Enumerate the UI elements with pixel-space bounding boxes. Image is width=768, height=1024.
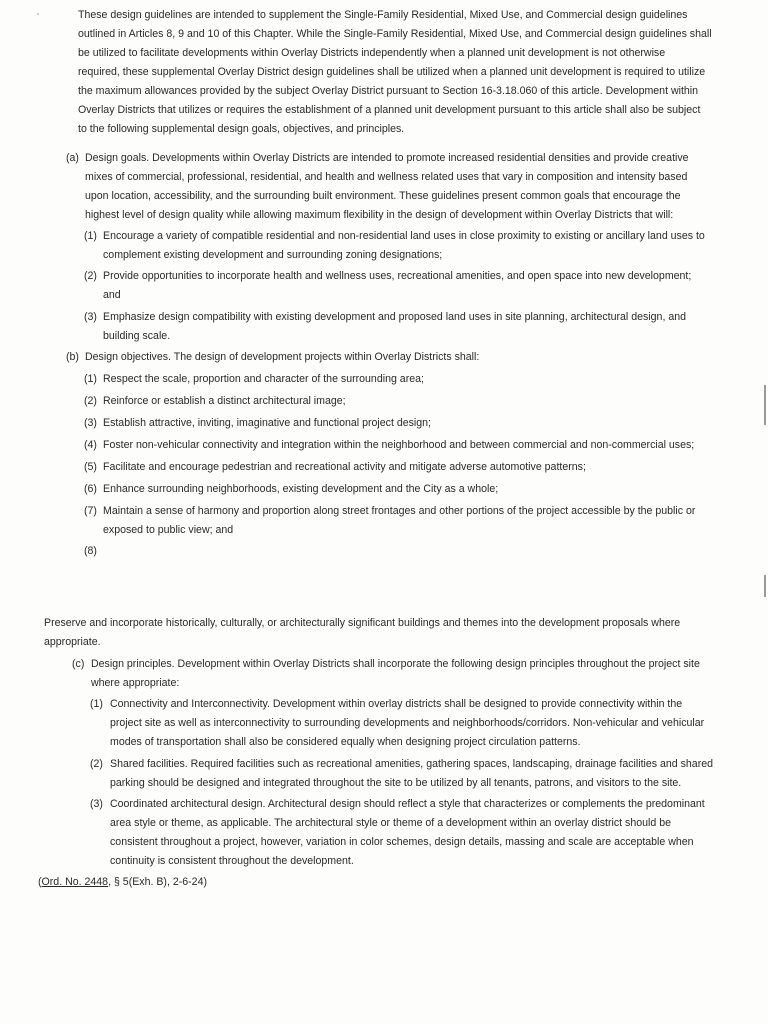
list-item-line: area style or theme, as applicable. The architectural style or theme of a development within an overlay district should be xyxy=(110,817,671,829)
list-item-line: modes of transportation shall also be considered equally when designing project circulation patterns. xyxy=(110,736,581,748)
scan-edge-mark xyxy=(764,385,766,425)
intro-line: be utilized to facilitate developments within Overlay Districts independently when a planned unit development is not otherwise xyxy=(78,47,666,59)
intro-line: to the following supplemental design goals, objectives, and principles. xyxy=(78,123,405,135)
preserve-line: appropriate. xyxy=(44,636,101,648)
list-item-line: Provide opportunities to incorporate health and wellness uses, recreational amenities, and open space into new development; xyxy=(103,270,692,282)
intro-line: Overlay Districts that utilizes or requires the establishment of a planned unit development pursuant to this article shall also be subject xyxy=(78,104,701,116)
list-item-line: Enhance surrounding neighborhoods, existing development and the City as a whole; xyxy=(103,483,499,495)
list-item-line: consistent throughout a project, however, variation in color schemes, design details, massing and scale are acceptable when xyxy=(110,836,694,848)
section-c-line: where appropriate: xyxy=(91,677,180,689)
list-item-line: Shared facilities. Required facilities such as recreational amenities, gathering spaces, landscaping, drainage facilities and shared xyxy=(110,758,714,770)
list-item-line: continuity is consistent throughout the development. xyxy=(110,855,354,867)
item-label: (1) xyxy=(84,373,97,385)
scan-dot xyxy=(37,13,39,15)
list-item-line: Respect the scale, proportion and character of the surrounding area; xyxy=(103,373,424,385)
list-item-line: building scale. xyxy=(103,330,171,342)
list-item-line: Emphasize design compatibility with existing development and proposed land uses in site planning, architectural design, and xyxy=(103,311,687,323)
section-a-line: Design goals. Developments within Overlay Districts are intended to promote increased residential densities and provide creative xyxy=(85,152,689,164)
item-label: (2) xyxy=(84,395,97,407)
intro-line: the maximum allowances provided by the subject Overlay District pursuant to Section 16-3.18.060 of this article. Development within xyxy=(78,85,699,97)
item-label: (2) xyxy=(84,270,97,282)
item-label: (8) xyxy=(84,545,97,557)
intro-line: outlined in Articles 8, 9 and 10 of this Chapter. While the Single-Family Residential, Mixed Use, and Commercial design guidelines shall xyxy=(78,28,712,40)
intro-line: These design guidelines are intended to supplement the Single-Family Residential, Mixed Use, and Commercial design guidelines xyxy=(78,9,688,21)
list-item-line: Reinforce or establish a distinct architectural image; xyxy=(103,395,346,407)
preserve-line: Preserve and incorporate historically, culturally, or architecturally significant buildings and themes into the development proposals where xyxy=(44,617,681,629)
item-label: (1) xyxy=(90,698,103,710)
item-label: (2) xyxy=(90,758,103,770)
list-item-line: Connectivity and Interconnectivity. Development within overlay districts shall be designed to provide connectivity within the xyxy=(110,698,683,710)
section-a-line: mixes of commercial, professional, residential, and health and wellness related uses that vary in composition and intensity based xyxy=(85,171,688,183)
scan-edge-mark xyxy=(764,575,766,597)
item-label: (5) xyxy=(84,461,97,473)
list-item-line: complement existing development and surrounding zoning designations; xyxy=(103,249,443,261)
ordinance-link[interactable]: Ord. No. 2448 xyxy=(41,876,109,888)
section-a-label: (a) xyxy=(66,152,79,164)
section-b-line: Design objectives. The design of development projects within Overlay Districts shall: xyxy=(85,351,480,363)
item-label: (1) xyxy=(84,230,97,242)
item-label: (3) xyxy=(84,311,97,323)
section-b-label: (b) xyxy=(66,351,79,363)
list-item-line: Coordinated architectural design. Architectural design should reflect a style that characterizes or complements the predominant xyxy=(110,798,705,810)
list-item-line: project site as well as interconnectivity to surrounding developments and neighborhoods/corridors. Non-vehicular and vehicular xyxy=(110,717,705,729)
list-item-line: Establish attractive, inviting, imaginative and functional project design; xyxy=(103,417,431,429)
citation: (Ord. No. 2448, § 5(Exh. B), 2-6-24) xyxy=(38,876,207,888)
list-item-line: exposed to public view; and xyxy=(103,524,234,536)
list-item-line: Foster non-vehicular connectivity and integration within the neighborhood and between commercial and non-commercial uses; xyxy=(103,439,695,451)
intro-line: required, these supplemental Overlay District design guidelines shall be utilized when a planned unit development is required to utilize xyxy=(78,66,706,78)
list-item-line: parking should be designed and integrated throughout the site to be utilized by all tenants, patrons, and visitors to the site. xyxy=(110,777,682,789)
item-label: (3) xyxy=(90,798,103,810)
section-c-line: Design principles. Development within Overlay Districts shall incorporate the following design principles throughout the project site xyxy=(91,658,700,670)
section-a-line: highest level of design quality while allowing maximum flexibility in the design of development within Overlay Districts that will: xyxy=(85,209,674,221)
item-label: (7) xyxy=(84,505,97,517)
item-label: (3) xyxy=(84,417,97,429)
list-item-line: and xyxy=(103,289,121,301)
list-item-line: Encourage a variety of compatible residential and non-residential land uses in close proximity to existing or ancillary land uses to xyxy=(103,230,705,242)
section-a-line: upon location, accessibility, and the surrounding built environment. These guidelines present common goals that encourage the xyxy=(85,190,681,202)
section-c-label: (c) xyxy=(72,658,85,670)
list-item-line: Facilitate and encourage pedestrian and recreational activity and mitigate adverse automotive patterns; xyxy=(103,461,586,473)
citation-rest: , § 5(Exh. B), 2-6-24) xyxy=(108,876,207,888)
list-item-line: Maintain a sense of harmony and proportion along street frontages and other portions of the project accessible by the public or xyxy=(103,505,696,517)
item-label: (4) xyxy=(84,439,97,451)
item-label: (6) xyxy=(84,483,97,495)
